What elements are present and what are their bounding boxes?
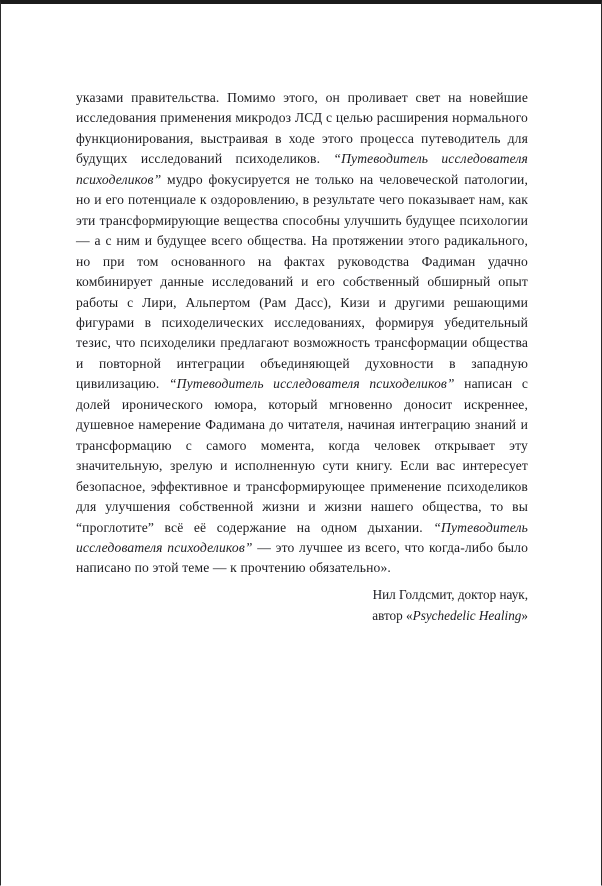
book-title-italic-1: “Путеводитель исследователя психоделиков” [76,151,528,187]
page-content [76,88,528,626]
paragraph-segment-4: — это лучшее из всего, что когда-либо было написано по этой теме — к прочтению обязательно». [76,539,528,576]
attribution-author: Нил Голдсмит, доктор наук, [372,587,528,603]
book-title-italic-3: “Путеводитель исследователя психоделиков” [76,519,528,555]
attribution-work-suffix: » [521,607,528,623]
review-paragraph [76,88,528,579]
paragraph-segment-1: указами правительства. Помимо этого, он проливает свет на новейшие исследования применения микродоз ЛСД с целью расширения нормального функционирования, выстраивая в ходе этого процесса путеводитель для будущих исследований психоделиков. [76,90,528,167]
paragraph-segment-2: мудро фокусируется не только на человеческой патологии, но и его потенциале к оздоровлению, в результате чего показывает нам, как эти трансформирующие вещества способны улучшить будущее психологии — а с ним и будущее всего общества. На протяжении этого радикального, но при том основанного на фактах руководства Фадиман удачно комбинирует данные исследований и его собственный обширный опыт работы с Лири, Альпертом (Рам Дасс), Кизи и другими решающими фигурами в психоделических исследованиях, формируя убедительный тезис, что психоделики предлагают возможность трансформации общества и повторной интеграции объединяющей духовности в западную цивилизацию. [76,171,528,392]
book-title-italic-2: “Путеводитель исследователя психоделиков” [168,376,455,392]
attribution-work-prefix: автор « [372,607,413,623]
attribution-work-title: Psychedelic Healing [412,607,522,623]
paragraph-segment-3: написан с долей иронического юмора, который мгновенно доносит искреннее, душевное намерение Фадимана до читателя, начиная интеграцию знаний и трансформацию с самого момента, когда человек открывает эту значительную, зрелую и исполненную сути книгу. Если вас интересует безопасное, эффективное и трансформирующее применение психоделиков для улучшения собственной жизни и жизни нашего общества, то вы “проглотите” всё её содержание на одном дыхании. [76,376,528,535]
attribution-block [76,585,528,626]
attribution-work [76,606,528,626]
